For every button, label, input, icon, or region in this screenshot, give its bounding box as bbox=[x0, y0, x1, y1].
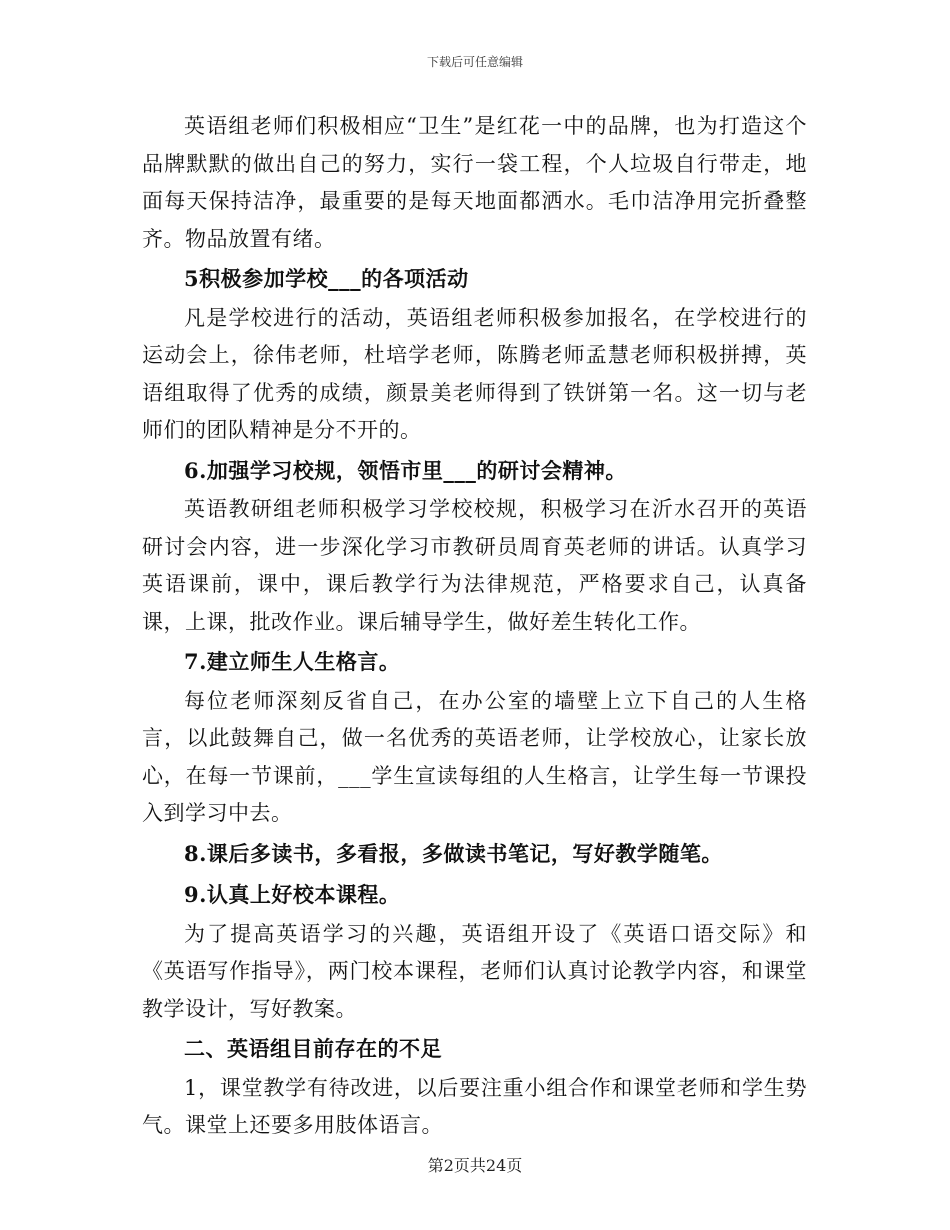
paragraph-hygiene: 英语组老师们积极相应“卫生”是红花一中的品牌，也为打造这个品牌默默的做出自己的努力，实行一袋工程，个人垃圾自行带走，地面每天保持洁净，最重要的是每天地面都洒水。毛巾洁净用完折叠整齐。物品放置有绪。 bbox=[142, 114, 807, 251]
heading-section-2: 二、英语组目前存在的不足 bbox=[184, 1036, 442, 1061]
heading-8: 8.课后多读书，多看报，多做读书笔记，写好教学随笔。 bbox=[184, 840, 723, 866]
paragraph-courses: 为了提高英语学习的兴趣，英语组开设了《英语口语交际》和《英语写作指导》，两门校本课程，老师们认真讨论教学内容，和课堂教学设计，写好教案。 bbox=[142, 921, 807, 1021]
paragraph-mottos: 每位老师深刻反省自己，在办公室的墙壁上立下自己的人生格言，以此鼓舞自己，做一名优秀的英语老师，让学校放心，让家长放心，在每一节课前，___学生宣读每组的人生格言，让学生每一节课投入到学习中去。 bbox=[142, 688, 807, 825]
heading-6: 6.加强学习校规，领悟市里___的研讨会精神。 bbox=[184, 457, 627, 483]
heading-9: 9.认真上好校本课程。 bbox=[184, 882, 401, 907]
document-body bbox=[142, 108, 807, 1145]
page-number: 第2页共24页 bbox=[427, 1156, 523, 1175]
paragraph-school-rules: 英语教研组老师积极学习学校校规，积极学习在沂水召开的英语研讨会内容，进一步深化学习市教研员周育英老师的讲话。认真学习英语课前，课中，课后教学行为法律规范，严格要求自己，认真备课，上课，批改作业。课后辅导学生，做好差生转化工作。 bbox=[142, 497, 807, 634]
heading-7: 7.建立师生人生格言。 bbox=[184, 649, 401, 674]
paragraph-activities: 凡是学校进行的活动，英语组老师积极参加报名，在学校进行的运动会上，徐伟老师，杜培学老师，陈腾老师孟慧老师积极拼搏，英语组取得了优秀的成绩，颜景美老师得到了铁饼第一名。这一切与老师们的团队精神是分不开的。 bbox=[142, 305, 807, 442]
paragraph-shortcomings: 1，课堂教学有待改进，以后要注重小组合作和课堂老师和学生势气。课堂上还要多用肢体语言。 bbox=[142, 1075, 807, 1137]
page-header: 下载后可任意编辑 bbox=[426, 55, 523, 69]
heading-5: 5积极参加学校___的各项活动 bbox=[184, 266, 469, 291]
